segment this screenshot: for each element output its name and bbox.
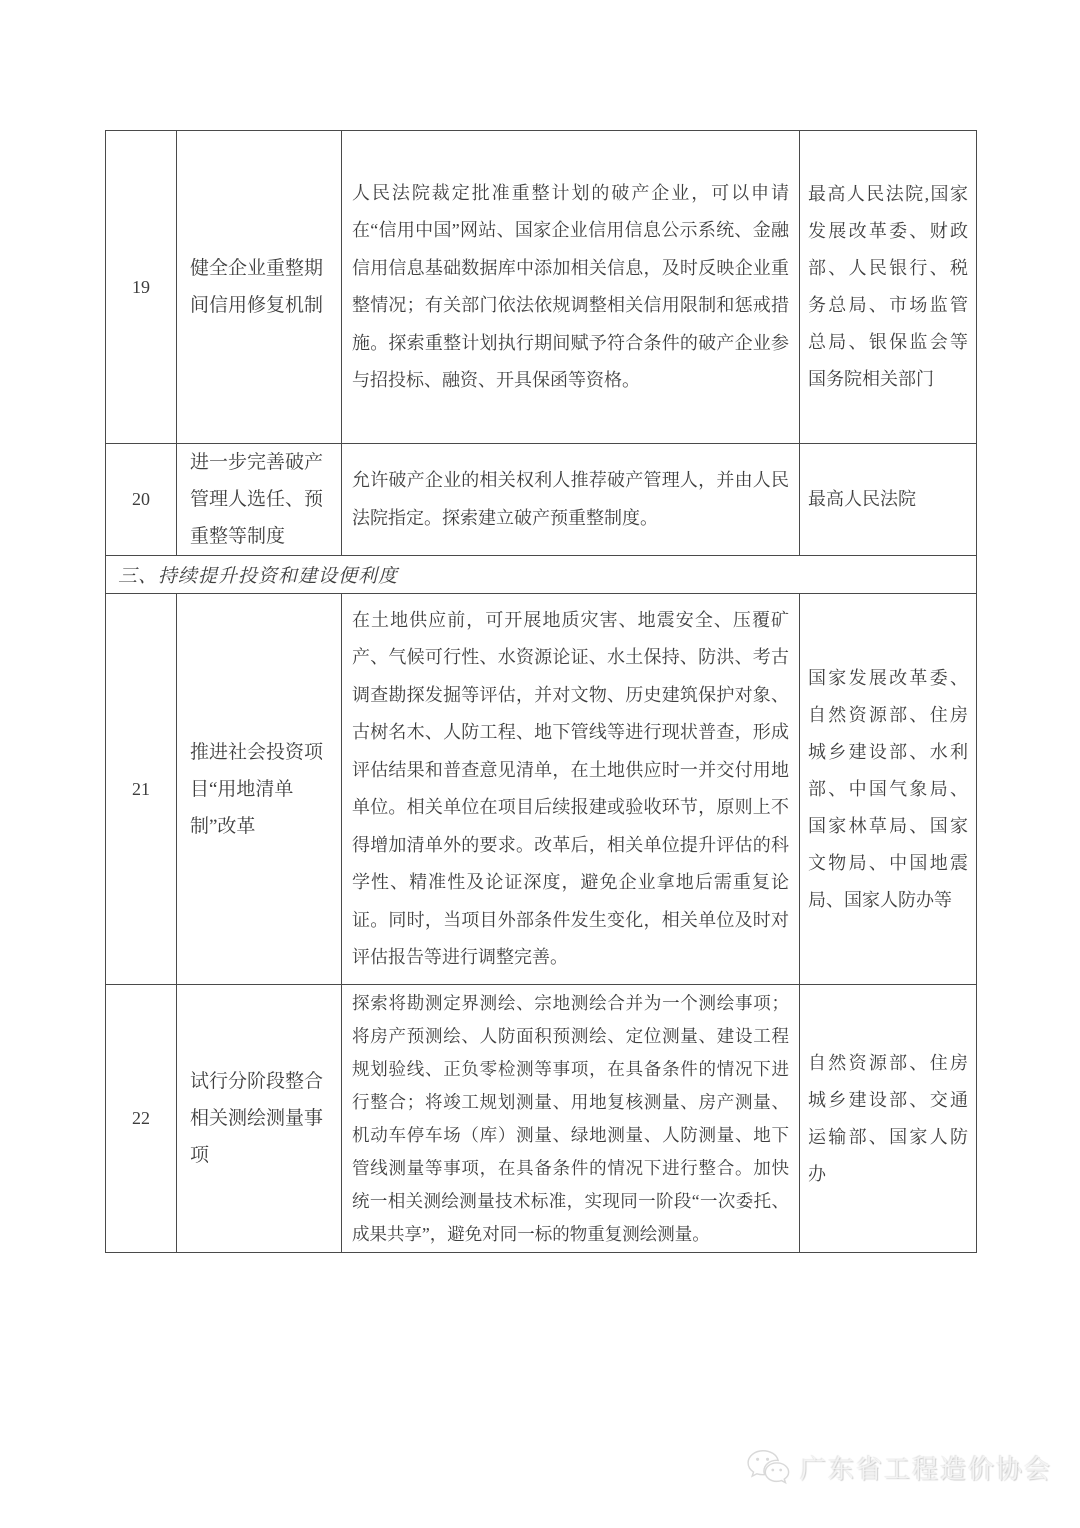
reform-item-cell: 健全企业重整期间信用修复机制 <box>177 131 342 444</box>
watermark <box>746 1448 1052 1486</box>
reform-item-cell: 推进社会投资项目“用地清单制”改革 <box>177 594 342 985</box>
row-no-cell: 20 <box>106 444 177 556</box>
responsible-departments-cell: 国家发展改革委、自然资源部、住房城乡建设部、水利部、中国气象局、国家林草局、国家文物局、中国地震局、国家人防办等 <box>800 594 977 985</box>
table-row-22 <box>106 985 977 1253</box>
reform-measures-cell: 在土地供应前，可开展地质灾害、地震安全、压覆矿产、气候可行性、水资源论证、水土保持、防洪、考古调查勘探发掘等评估，并对文物、历史建筑保护对象、古树名木、人防工程、地下管线等进行现状普查，形成评估结果和普查意见清单，在土地供应时一并交付用地单位。相关单位在项目后续报建或验收环节，原则上不得增加清单外的要求。改革后，相关单位提升评估的科学性、精准性及论证深度，避免企业拿地后需重复论证。同时，当项目外部条件发生变化，相关单位及时对评估报告等进行调整完善。 <box>342 594 800 985</box>
reform-measures-cell: 人民法院裁定批准重整计划的破产企业，可以申请在“信用中国”网站、国家企业信用信息公示系统、金融信用信息基础数据库中添加相关信息，及时反映企业重整情况；有关部门依法依规调整相关信用限制和惩戒措施。探索重整计划执行期间赋予符合条件的破产企业参与招投标、融资、开具保函等资格。 <box>342 131 800 444</box>
responsible-departments-cell: 最高人民法院 <box>800 444 977 556</box>
reform-measures-cell: 允许破产企业的相关权利人推荐破产管理人，并由人民法院指定。探索建立破产预重整制度。 <box>342 444 800 556</box>
reform-measures-cell: 探索将勘测定界测绘、宗地测绘合并为一个测绘事项；将房产预测绘、人防面积预测绘、定位测量、建设工程规划验线、正负零检测等事项，在具备条件的情况下进行整合；将竣工规划测量、用地复核测量、房产测量、机动车停车场（库）测量、绿地测量、人防测量、地下管线测量等事项，在具备条件的情况下进行整合。加快统一相关测绘测量技术标准，实现同一阶段“一次委托、成果共享”，避免对同一标的物重复测绘测量。 <box>342 985 800 1253</box>
section-header-title: 三、持续提升投资和建设便利度 <box>106 556 977 594</box>
responsible-departments-cell: 最高人民法院,国家发展改革委、财政部、人民银行、税务总局、市场监管总局、银保监会等国务院相关部门 <box>800 131 977 444</box>
row-no-cell: 22 <box>106 985 177 1253</box>
reform-measures-table <box>105 130 977 1253</box>
table-row-20 <box>106 444 977 556</box>
row-no-cell: 21 <box>106 594 177 985</box>
responsible-departments-cell: 自然资源部、住房城乡建设部、交通运输部、国家人防办 <box>800 985 977 1253</box>
table-row-21 <box>106 594 977 985</box>
table-row-19 <box>106 131 977 444</box>
reform-item-cell: 进一步完善破产管理人选任、预重整等制度 <box>177 444 342 556</box>
reform-item-cell: 试行分阶段整合相关测绘测量事项 <box>177 985 342 1253</box>
row-no-cell: 19 <box>106 131 177 444</box>
section-header-row <box>106 556 977 594</box>
wechat-icon <box>746 1448 790 1486</box>
watermark-label: 广东省工程造价协会 <box>799 1453 1052 1484</box>
